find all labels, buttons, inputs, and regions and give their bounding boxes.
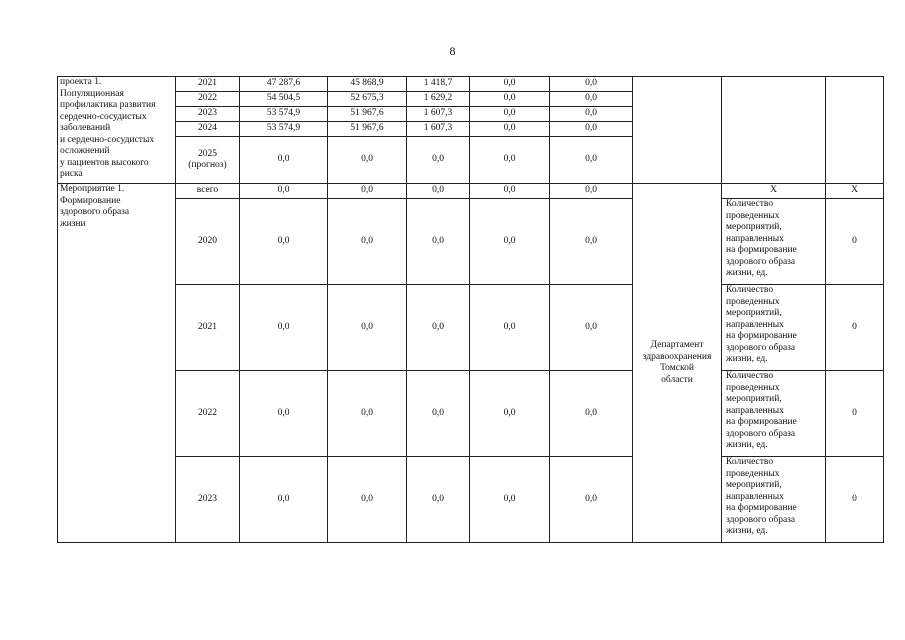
amount-cell: 0,0 — [240, 199, 328, 285]
project-name-cell-line: заболеваний — [60, 123, 111, 133]
amount-cell: 0,0 — [550, 77, 633, 92]
page-number: 8 — [449, 44, 456, 58]
amount-cell: 0,0 — [550, 285, 633, 371]
amount-cell: 0,0 — [550, 137, 633, 184]
amount-cell: 0,0 — [550, 107, 633, 122]
indicator-cell-line: здорового образа — [726, 514, 796, 525]
measure-name-cell-line: Мероприятие 1. — [60, 184, 125, 194]
year-cell: 2022 — [176, 371, 240, 457]
indicator-cell-line: Количество — [726, 199, 774, 209]
indicator-cell-line: Количество — [726, 371, 774, 381]
indicator-cell-line: на формирование — [726, 331, 797, 341]
amount-cell: 0,0 — [470, 457, 550, 543]
project-name-cell-line: у пациентов высокого — [60, 157, 149, 168]
amount-cell: 51 967,6 — [328, 107, 407, 122]
department-cell-line: Департамент — [650, 340, 704, 350]
year-cell-line: (прогноз) — [188, 160, 227, 170]
amount-cell: 0,0 — [470, 137, 550, 184]
amount-cell: 0,0 — [328, 137, 407, 184]
year-cell: всего — [176, 184, 240, 199]
indicator-cell — [722, 199, 826, 285]
indicator-cell-line: направленных — [726, 233, 784, 244]
indicator-cell — [722, 457, 826, 543]
amount-cell: 0,0 — [328, 457, 407, 543]
year-cell: 2023 — [176, 457, 240, 543]
amount-cell: 45 868,9 — [328, 77, 407, 92]
indicator-cell-line: на формирование — [726, 417, 797, 427]
indicator-cell-line: Количество — [726, 457, 774, 467]
amount-cell: 0,0 — [328, 199, 407, 285]
year-cell-line: 2025 — [198, 148, 217, 159]
measure-name-cell — [58, 184, 176, 543]
indicator-cell-line: проведенных — [726, 468, 780, 479]
indicator-cell-line: направленных — [726, 319, 784, 330]
amount-cell: 0,0 — [470, 184, 550, 199]
indicator-cell-line: проведенных — [726, 382, 780, 393]
amount-cell: 51 967,6 — [328, 122, 407, 137]
indicator-cell-line: мероприятий, — [726, 394, 782, 404]
table-row — [58, 457, 884, 543]
amount-cell: 0,0 — [240, 371, 328, 457]
project-name-cell-line: и сердечно-сосудистых — [60, 134, 155, 145]
indicator-cell-line: мероприятий, — [726, 480, 782, 490]
amount-cell: 1 418,7 — [407, 77, 470, 92]
indicator-cell — [722, 285, 826, 371]
amount-cell: 0,0 — [470, 77, 550, 92]
amount-cell: 0,0 — [470, 107, 550, 122]
amount-cell: 53 574,9 — [240, 107, 328, 122]
department-cell — [633, 77, 722, 184]
project-name-cell-line: риска — [60, 169, 83, 179]
amount-cell: 0,0 — [470, 92, 550, 107]
amount-cell: 1 607,3 — [407, 122, 470, 137]
amount-cell: 0,0 — [328, 371, 407, 457]
indicator-value-cell: 0 — [826, 371, 884, 457]
indicator-cell-line: направленных — [726, 405, 784, 416]
amount-cell: 0,0 — [407, 457, 470, 543]
department-cell-line: области — [661, 374, 693, 385]
project-name-cell-line: профилактика развития — [60, 100, 156, 110]
indicator-cell-line: на формирование — [726, 503, 797, 513]
amount-cell: 0,0 — [407, 199, 470, 285]
amount-cell: 0,0 — [550, 184, 633, 199]
year-cell: 2024 — [176, 122, 240, 137]
project-name-cell-line: сердечно-сосудистых — [60, 111, 147, 122]
amount-cell: 0,0 — [550, 92, 633, 107]
table-row — [58, 77, 884, 92]
indicator-value-cell: 0 — [826, 199, 884, 285]
amount-cell: 0,0 — [407, 371, 470, 457]
amount-cell: 52 675,3 — [328, 92, 407, 107]
indicator-cell-line: проведенных — [726, 296, 780, 307]
amount-cell: 47 287,6 — [240, 77, 328, 92]
measure-name-cell-line: Формирование — [60, 195, 121, 206]
indicator-cell-line: мероприятий, — [726, 308, 782, 318]
project-name-cell — [58, 77, 176, 184]
indicator-cell — [722, 371, 826, 457]
project-name-cell-line: проекта 1. — [60, 77, 102, 87]
table-row — [58, 285, 884, 371]
indicator-value-cell: Х — [826, 184, 884, 199]
amount-cell: 53 574,9 — [240, 122, 328, 137]
indicator-cell-line: Количество — [726, 285, 774, 295]
department-cell — [633, 184, 722, 543]
indicator-cell-line: на формирование — [726, 245, 797, 255]
amount-cell: 0,0 — [550, 199, 633, 285]
amount-cell: 0,0 — [550, 371, 633, 457]
measure-name-cell-line: здорового образа — [60, 207, 130, 217]
indicator-cell-line: мероприятий, — [726, 222, 782, 232]
amount-cell: 0,0 — [550, 122, 633, 137]
indicator-value-cell: 0 — [826, 285, 884, 371]
amount-cell: 0,0 — [470, 371, 550, 457]
table-row — [58, 184, 884, 199]
indicator-cell-line: проведенных — [726, 210, 780, 221]
amount-cell: 0,0 — [407, 285, 470, 371]
amount-cell: 0,0 — [240, 285, 328, 371]
amount-cell: 0,0 — [470, 285, 550, 371]
amount-cell: 0,0 — [240, 457, 328, 543]
amount-cell: 0,0 — [470, 122, 550, 137]
indicator-cell-line: здорового образа — [726, 256, 796, 267]
indicator-cell-line: здорового образа — [726, 342, 796, 353]
indicator-cell-line: направленных — [726, 491, 784, 502]
year-cell — [176, 137, 240, 184]
indicator-cell-line: жизни, ед. — [726, 354, 768, 364]
indicator-cell-line: жизни, ед. — [726, 440, 768, 450]
amount-cell: 54 504,5 — [240, 92, 328, 107]
measure-name-cell-line: жизни — [60, 218, 86, 229]
project-name-cell-line: Популяционная — [60, 88, 124, 99]
indicator-cell-line: здорового образа — [726, 428, 796, 439]
indicator-value-cell: 0 — [826, 457, 884, 543]
indicator-cell — [722, 77, 826, 184]
year-cell: 2022 — [176, 92, 240, 107]
amount-cell: 0,0 — [407, 137, 470, 184]
indicator-cell: Х — [722, 184, 826, 199]
budget-table — [57, 76, 884, 543]
amount-cell: 1 607,3 — [407, 107, 470, 122]
department-cell-line: Томской — [660, 363, 694, 373]
table-row — [58, 199, 884, 285]
amount-cell: 0,0 — [550, 457, 633, 543]
amount-cell: 1 629,2 — [407, 92, 470, 107]
amount-cell: 0,0 — [470, 199, 550, 285]
indicator-cell-line: жизни, ед. — [726, 526, 768, 536]
budget-table-body — [58, 77, 884, 543]
amount-cell: 0,0 — [407, 184, 470, 199]
indicator-cell-line: жизни, ед. — [726, 268, 768, 278]
amount-cell: 0,0 — [240, 184, 328, 199]
project-name-cell-line: осложнений — [60, 146, 110, 156]
year-cell: 2020 — [176, 199, 240, 285]
year-cell: 2021 — [176, 285, 240, 371]
table-row — [58, 371, 884, 457]
year-cell: 2021 — [176, 77, 240, 92]
year-cell: 2023 — [176, 107, 240, 122]
amount-cell: 0,0 — [328, 184, 407, 199]
amount-cell: 0,0 — [328, 285, 407, 371]
indicator-value-cell — [826, 77, 884, 184]
amount-cell: 0,0 — [240, 137, 328, 184]
department-cell-line: здравоохранения — [642, 351, 712, 362]
